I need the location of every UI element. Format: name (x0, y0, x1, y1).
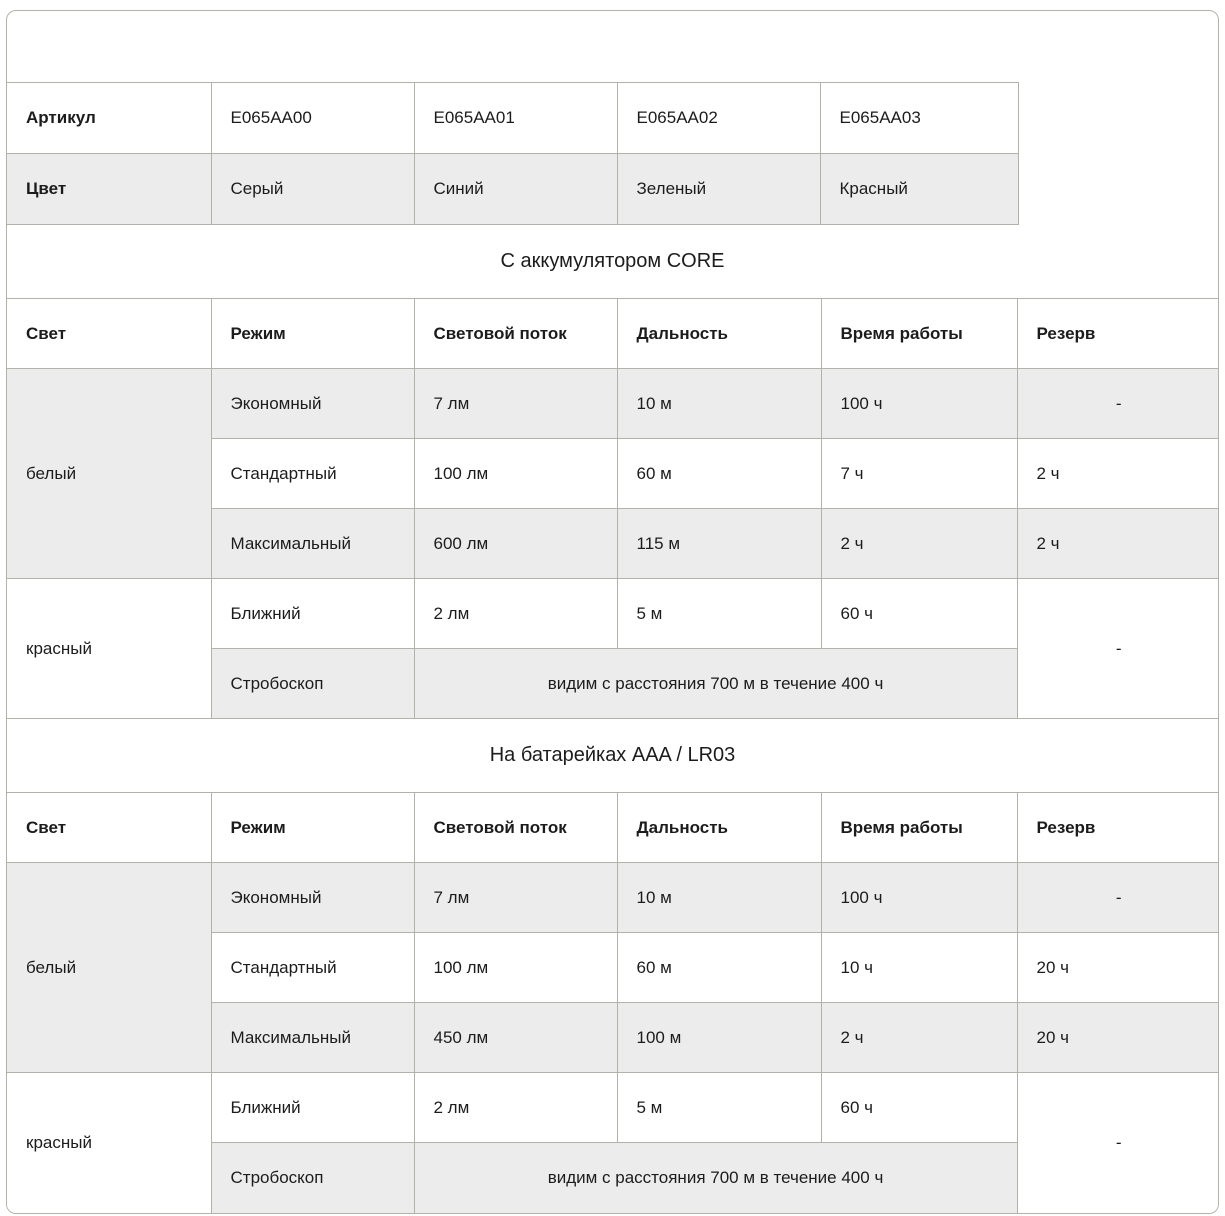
column-header-time: Время работы (821, 299, 1017, 369)
column-header-light: Свет (7, 793, 211, 863)
flux-cell: 100 лм (414, 439, 617, 509)
reserve-cell: 2 ч (1017, 509, 1219, 579)
mode-cell: Максимальный (211, 509, 414, 579)
mode-cell: Стробоскоп (211, 649, 414, 719)
mode-cell: Стандартный (211, 933, 414, 1003)
time-cell: 10 ч (821, 933, 1017, 1003)
column-header-distance: Дальность (617, 793, 821, 863)
distance-cell: 60 м (617, 439, 821, 509)
time-cell: 60 ч (821, 1073, 1017, 1143)
color-value: Красный (820, 154, 1018, 225)
spec-table-core (7, 298, 1219, 719)
mode-cell: Стробоскоп (211, 1143, 414, 1213)
column-header-mode: Режим (211, 793, 414, 863)
spec-row (7, 863, 1219, 933)
time-cell: 100 ч (821, 863, 1017, 933)
distance-cell: 5 м (617, 1073, 821, 1143)
strobe-description: видим с расстояния 700 м в течение 400 ч (414, 649, 1017, 719)
color-label: Цвет (7, 154, 211, 225)
spec-header-row (7, 793, 1219, 863)
reserve-cell: - (1017, 1073, 1219, 1213)
column-header-reserve: Резерв (1017, 299, 1219, 369)
time-cell: 2 ч (821, 1003, 1017, 1073)
time-cell: 100 ч (821, 369, 1017, 439)
section-title-batteries: На батарейках AAA / LR03 (7, 719, 1218, 792)
article-value: E065AA00 (211, 83, 414, 154)
mode-cell: Максимальный (211, 1003, 414, 1073)
light-color-label: белый (7, 863, 211, 1073)
spec-header-row (7, 299, 1219, 369)
time-cell: 60 ч (821, 579, 1017, 649)
color-value: Зеленый (617, 154, 820, 225)
time-cell: 2 ч (821, 509, 1017, 579)
spec-table-batteries (7, 792, 1219, 1213)
light-color-label: красный (7, 579, 211, 719)
flux-cell: 2 лм (414, 579, 617, 649)
mode-cell: Экономный (211, 369, 414, 439)
mode-cell: Экономный (211, 863, 414, 933)
mode-cell: Стандартный (211, 439, 414, 509)
flux-cell: 100 лм (414, 933, 617, 1003)
article-row (7, 83, 1018, 154)
product-spec-card (6, 10, 1219, 1214)
distance-cell: 10 м (617, 369, 821, 439)
spec-row (7, 579, 1219, 649)
time-cell: 7 ч (821, 439, 1017, 509)
reserve-cell: 2 ч (1017, 439, 1219, 509)
light-color-label: белый (7, 369, 211, 579)
column-header-light: Свет (7, 299, 211, 369)
product-table (7, 82, 1019, 225)
flux-cell: 7 лм (414, 369, 617, 439)
column-header-mode: Режим (211, 299, 414, 369)
section-title-core: С аккумулятором CORE (7, 225, 1218, 298)
flux-cell: 7 лм (414, 863, 617, 933)
flux-cell: 450 лм (414, 1003, 617, 1073)
reserve-cell: - (1017, 579, 1219, 719)
distance-cell: 115 м (617, 509, 821, 579)
mode-cell: Ближний (211, 579, 414, 649)
mode-cell: Ближний (211, 1073, 414, 1143)
column-header-flux: Световой поток (414, 299, 617, 369)
reserve-cell: - (1017, 863, 1219, 933)
color-value: Серый (211, 154, 414, 225)
reserve-cell: 20 ч (1017, 1003, 1219, 1073)
reserve-cell: 20 ч (1017, 933, 1219, 1003)
column-header-reserve: Резерв (1017, 793, 1219, 863)
article-value: E065AA03 (820, 83, 1018, 154)
reserve-cell: - (1017, 369, 1219, 439)
distance-cell: 5 м (617, 579, 821, 649)
flux-cell: 600 лм (414, 509, 617, 579)
strobe-description: видим с расстояния 700 м в течение 400 ч (414, 1143, 1017, 1213)
article-value: E065AA02 (617, 83, 820, 154)
article-value: E065AA01 (414, 83, 617, 154)
column-header-distance: Дальность (617, 299, 821, 369)
flux-cell: 2 лм (414, 1073, 617, 1143)
color-row (7, 154, 1018, 225)
distance-cell: 100 м (617, 1003, 821, 1073)
article-label: Артикул (7, 83, 211, 154)
color-value: Синий (414, 154, 617, 225)
column-header-flux: Световой поток (414, 793, 617, 863)
spec-row (7, 369, 1219, 439)
light-color-label: красный (7, 1073, 211, 1213)
distance-cell: 60 м (617, 933, 821, 1003)
column-header-time: Время работы (821, 793, 1017, 863)
distance-cell: 10 м (617, 863, 821, 933)
spec-row (7, 1073, 1219, 1143)
